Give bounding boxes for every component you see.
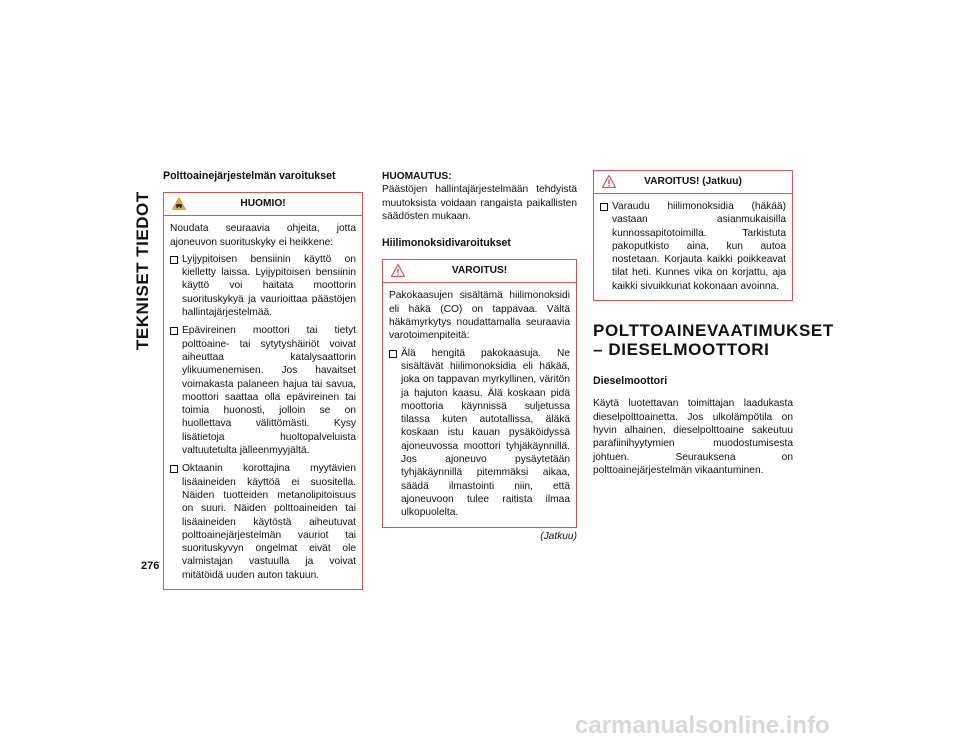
warning-box-title: VAROITUS! (451, 265, 508, 277)
bullet-square-icon (389, 350, 397, 358)
column-right (593, 170, 834, 477)
caution-item: Lyijypitoisen bensiinin käyttö on kielletty laissa. Lyijypitoisen bensiinin käyttö voi haitata moottorin suorituskykyä ja vaurioittaa päästöjen hallintajärjestelmää. (170, 253, 356, 319)
page-number: 276 (141, 560, 160, 572)
section-tab-label: TEKNISET TIEDOT (133, 191, 152, 350)
note-text: Päästöjen hallintajärjestelmään tehdyistä muutoksista voidaan rangaista paikallisten säädösten mukaan. (382, 184, 577, 222)
warning-continued-header (594, 171, 792, 194)
caution-intro: Noudata seuraavia ohjeita, jotta ajoneuvon suorituskyky ei heikkene: (170, 223, 356, 248)
fuel-system-warnings-heading: Polttoainejärjestelmän varoitukset (163, 170, 336, 182)
note-title: HUOMAUTUS: (382, 171, 452, 182)
caution-box (163, 192, 363, 590)
caution-car-icon (172, 197, 186, 210)
diesel-engine-paragraph: Käytä luotettavan toimittajan laadukasta dieselpolttoainetta. Jos ulkolämpötila on hyvin alhainen, dieselpolttoaine sakeutuu parafiinihyytymien muodostumisesta johtuen. Seurauksena on polttoainejärjestelmän vikaantuminen. (593, 398, 793, 476)
section-tab (133, 160, 155, 520)
warning-triangle-icon (391, 264, 405, 277)
caution-item: Epävireinen moottori tai tietyt polttoaine- tai sytytyshäiriöt voivat aiheuttaa katalysaattorin ylikuumenemisen. Jos havaitset voimakasta palaneen hajua tai savua, moottori saattaa olla epävireinen tai toimia huonosti, jolloin se on huollettava välittömästi. Kysy lisätietoja huoltopalveluista valtuutetulta jälleenmyyjältä. (170, 324, 356, 457)
warning-continued-box (593, 170, 793, 301)
diesel-engine-heading: Dieselmoottori (593, 375, 668, 388)
bullet-square-icon (170, 327, 178, 335)
warning-box (382, 259, 577, 527)
continued-label: (Jatkuu) (540, 530, 577, 542)
warning-item: Varaudu hiilimonoksidia (häkää) vastaan asianmukaisilla kunnossapitotoimilla. Tarkistuta pakoputkisto aina, kun autoa nostetaan. Korjauta kaikki poikkeavat tilat heti. Kunnes vika on korjattu, aja kaikki sivuikkunat kokonaan avoinna. (600, 200, 786, 293)
co-warnings-heading: Hiilimonoksidivaroitukset (382, 237, 511, 250)
caution-item: Oktaanin korottajina myytävien lisäaineiden käyttöä ei suositella. Näiden tuotteiden metanolipitoisuus on suuri. Näiden polttoaineiden tai lisäaineiden käytöstä aiheutuvat polttoainejärjestelmän vauriot tai suorituskyvyn ongelmat eivät ole valmistajan vastuulla ja voivat mitätöidä uuden auton takuun. (170, 462, 356, 582)
column-left (163, 170, 363, 590)
caution-box-header (164, 193, 362, 216)
warning-triangle-icon (602, 175, 616, 188)
diesel-fuel-requirements-title: POLTTOAINEVAATIMUKSET – DIESELMOOTTORI (593, 321, 834, 360)
caution-box-title: HUOMIO! (240, 198, 286, 210)
column-middle (382, 170, 577, 543)
warning-item: Älä hengitä pakokaasuja. Ne sisältävät hiilimonoksidia eli häkää, joka on tappavan myrkyllinen, väritön ja hajuton kaasu. Älä koskaan pidä moottoria käynnissä suljetussa tilassa kuten autotallissa, äläkä koskaan istu kauan pysäköidyssä ajoneuvossa moottori tyhjäkäynnillä. Jos ajoneuvo pysäytetään tyhjäkäynnillä pitemmäksi aikaa, säädä ilmastointi niin, että ajoneuvoon tulee raitista ilmaa ulkopuolelta. (389, 347, 570, 520)
bullet-square-icon (170, 465, 178, 473)
watermark: carmanualsonline.info (575, 712, 830, 739)
warning-intro: Pakokaasujen sisältämä hiilimonoksidi eli häkä (CO) on tappavaa. Vältä häkämyrkytys noudattamalla seuraavia varotoimenpiteitä: (389, 290, 570, 342)
warning-box-header (383, 260, 576, 283)
warning-continued-title: VAROITUS! (Jatkuu) (644, 176, 742, 187)
bullet-square-icon (170, 256, 178, 264)
bullet-square-icon (600, 203, 608, 211)
